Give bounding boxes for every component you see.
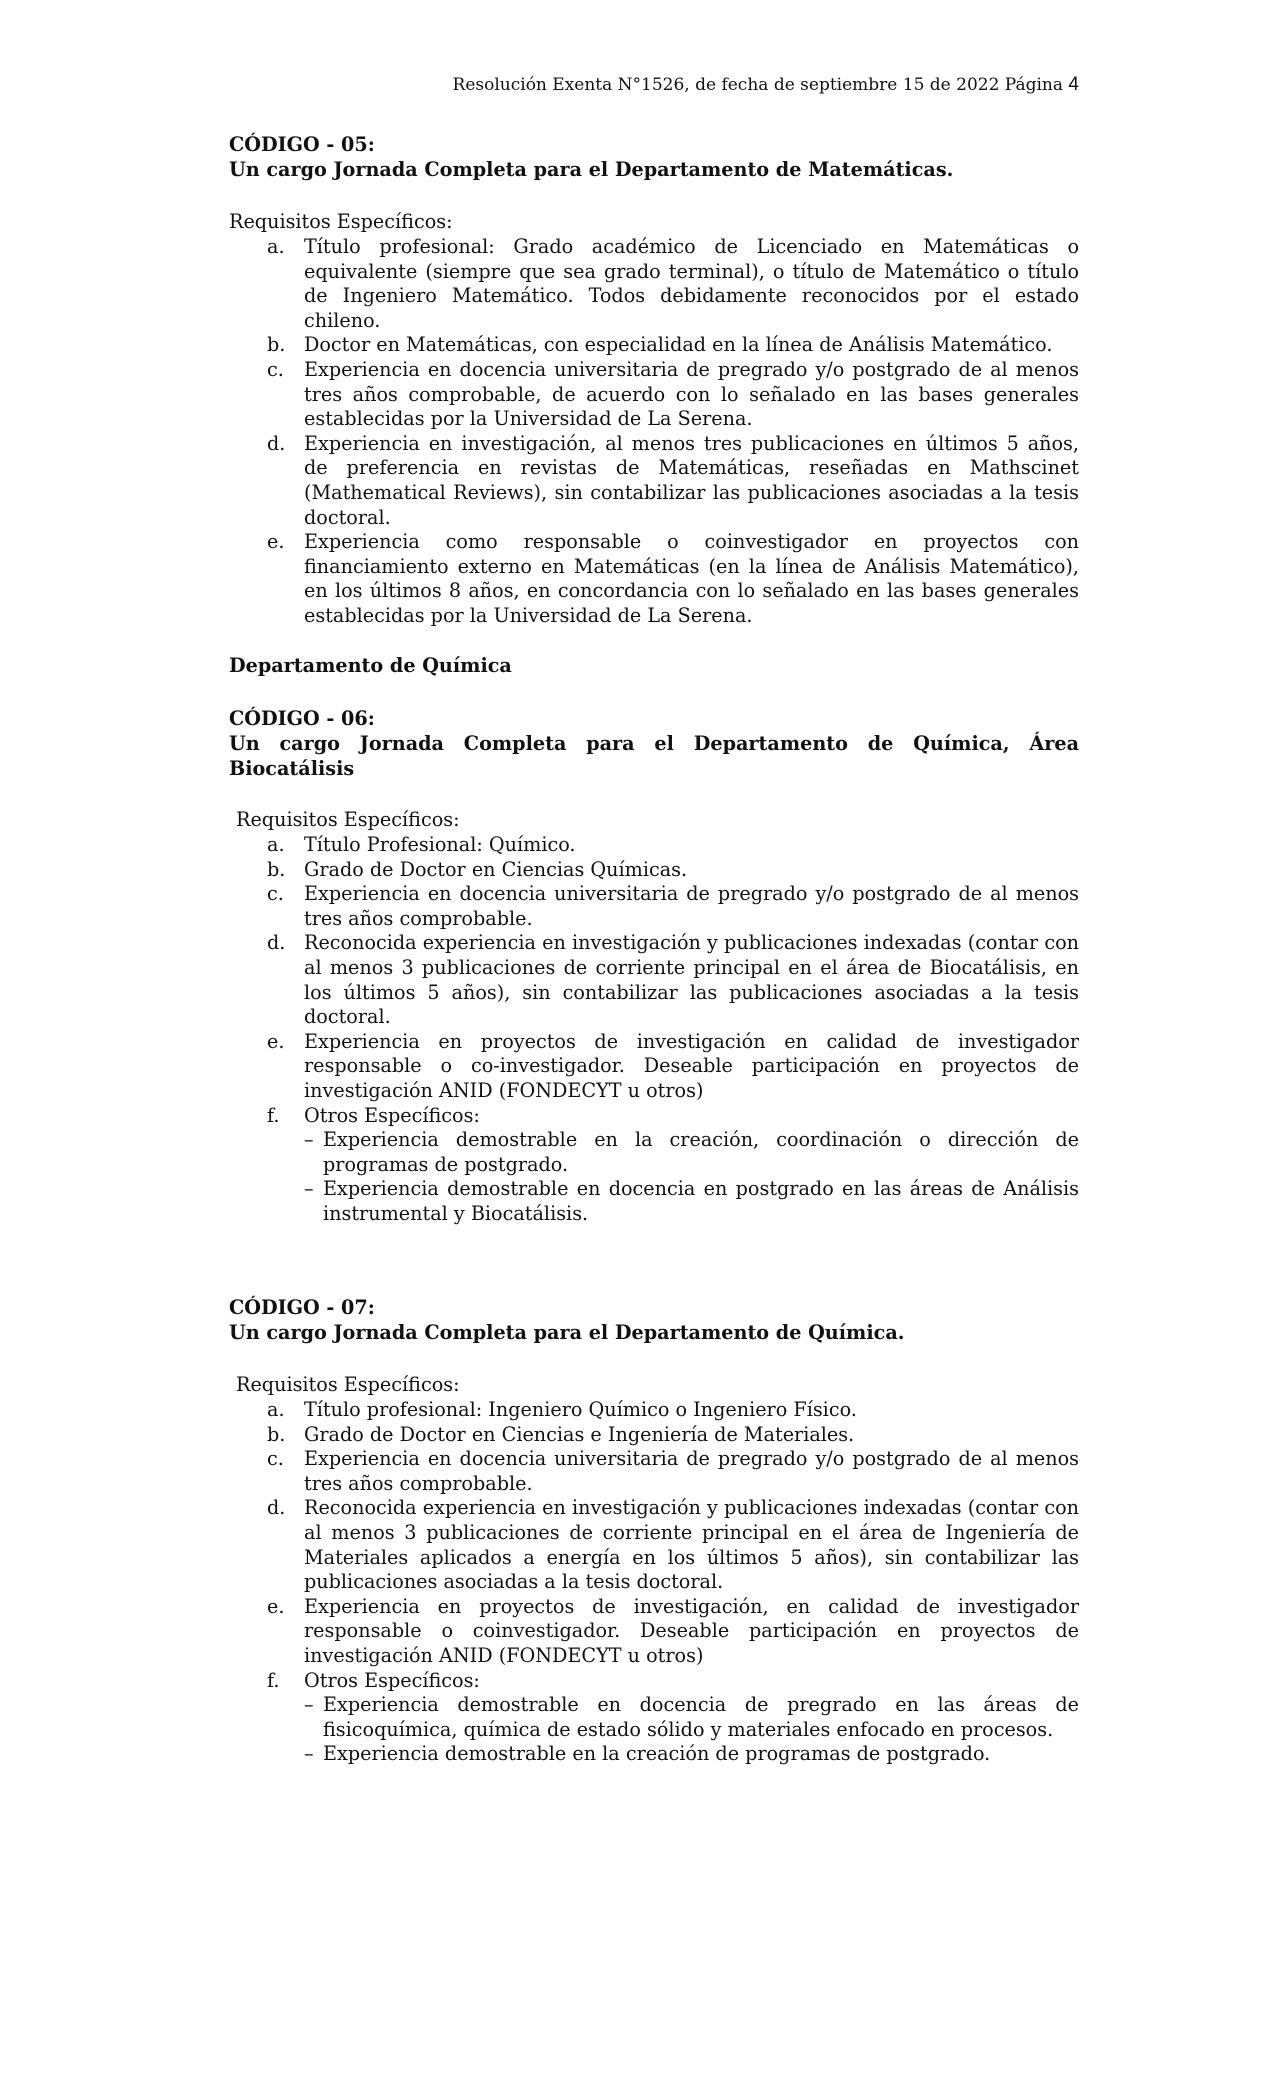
list-item: b. Grado de Doctor en Ciencias e Ingeniería de Materiales. xyxy=(267,1422,855,1446)
list-item: c. Experiencia en docencia universitaria de pregrado y/o postgrado de al menos tres años comprobable. xyxy=(267,1447,1079,1495)
code-06-requirements-label: Requisitos Específicos: xyxy=(236,808,460,831)
header-text: Resolución Exenta N°1526, de fecha de septiembre 15 de 2022 Página xyxy=(452,75,1064,95)
code-07-requirements-list xyxy=(229,1398,1079,1767)
code-07-title: Un cargo Jornada Completa para el Departamento de Química. xyxy=(229,1321,905,1344)
list-item: a. Título profesional: Grado académico de Licenciado en Matemáticas o equivalente (siempre que sea grado terminal), o título de Matemático o título de Ingeniero Matemático. Todos debidamente reconocidos por el estado chileno. xyxy=(267,235,1079,332)
list-item: f. Otros Específicos: – Experiencia demostrable en la creación, coordinación o dirección de programas de postgrado. – Experiencia demostrable en docencia en postgrado en las áreas de Análisis instrumental y Biocatálisis. xyxy=(267,1103,1079,1225)
department-heading: Departamento de Química xyxy=(229,654,512,677)
list-item: – Experiencia demostrable en la creación de programas de postgrado. xyxy=(304,1742,991,1766)
list-item: f. Otros Específicos: – Experiencia demostrable en docencia de pregrado en las áreas de fisicoquímica, química de estado sólido y materiales enfocado en procesos. – Experiencia demostrable en la creación de programas de postgrado. xyxy=(267,1668,1079,1766)
code-06-heading: CÓDIGO - 06: xyxy=(229,707,375,730)
code-07-requirements-label: Requisitos Específicos: xyxy=(236,1373,460,1396)
list-item: d. Reconocida experiencia en investigación y publicaciones indexadas (contar con al menos 3 publicaciones de corriente principal en el área de Ingeniería de Materiales aplicados a energía en los últimos 5 años), sin contabilizar las publicaciones asociadas a la tesis doctoral. xyxy=(267,1496,1079,1594)
code-05-title: Un cargo Jornada Completa para el Departamento de Matemáticas. xyxy=(229,158,954,181)
list-item: e. Experiencia como responsable o coinvestigador en proyectos con financiamiento externo en Matemáticas (en la línea de Análisis Matemático), en los últimos 8 años, en concordancia con lo señalado en las bases generales establecidas por la Universidad de La Serena. xyxy=(267,530,1079,627)
code-06-requirements-list xyxy=(229,833,1079,1227)
list-item: c. Experiencia en docencia universitaria de pregrado y/o postgrado de al menos tres años comprobable. xyxy=(267,882,1079,930)
code-05-requirements-list xyxy=(229,235,1079,629)
list-item: e. Experiencia en proyectos de investigación, en calidad de investigador responsable o coinvestigador. Deseable participación en proyectos de investigación ANID (FONDECYT u otros) xyxy=(267,1594,1079,1667)
code-06-title: Un cargo Jornada Completa para el Departamento de Química, Área Biocatálisis xyxy=(229,732,1079,780)
list-item: d. Reconocida experiencia en investigación y publicaciones indexadas (contar con al menos 3 publicaciones de corriente principal en el área de Biocatálisis, en los últimos 5 años), sin contabilizar las publicaciones asociadas a la tesis doctoral. xyxy=(267,931,1079,1029)
list-item: d. Experiencia en investigación, al menos tres publicaciones en últimos 5 años, de preferencia en revistas de Matemáticas, reseñadas en Mathscinet (Mathematical Reviews), sin contabilizar las publicaciones asociadas a la tesis doctoral. xyxy=(267,431,1079,529)
list-item: b. Doctor en Matemáticas, con especialidad en la línea de Análisis Matemático. xyxy=(267,333,1053,357)
code-06-sub-list xyxy=(304,1128,1079,1226)
list-item: – Experiencia demostrable en docencia en postgrado en las áreas de Análisis instrumental y Biocatálisis. xyxy=(304,1177,1079,1225)
code-07-heading: CÓDIGO - 07: xyxy=(229,1296,375,1319)
code-05-heading: CÓDIGO - 05: xyxy=(229,133,375,156)
list-item: b. Grado de Doctor en Ciencias Químicas. xyxy=(267,857,688,881)
list-item: – Experiencia demostrable en docencia de pregrado en las áreas de fisicoquímica, química de estado sólido y materiales enfocado en procesos. xyxy=(304,1693,1079,1741)
list-item: a. Título profesional: Ingeniero Químico o Ingeniero Físico. xyxy=(267,1398,857,1421)
page-header xyxy=(453,74,1079,96)
page-number: 4 xyxy=(1068,74,1079,95)
code-05-requirements-label: Requisitos Específicos: xyxy=(229,210,453,233)
list-item: e. Experiencia en proyectos de investigación en calidad de investigador responsable o co-investigador. Deseable participación en proyectos de investigación ANID (FONDECYT u otros) xyxy=(267,1029,1079,1102)
list-item: c. Experiencia en docencia universitaria de pregrado y/o postgrado de al menos tres años comprobable, de acuerdo con lo señalado en las bases generales establecidas por la Universidad de La Serena. xyxy=(267,357,1079,431)
list-item: a. Título Profesional: Químico. xyxy=(267,833,576,856)
code-07-sub-list xyxy=(304,1693,1079,1767)
list-item: – Experiencia demostrable en la creación, coordinación o dirección de programas de postgrado. xyxy=(304,1128,1079,1176)
